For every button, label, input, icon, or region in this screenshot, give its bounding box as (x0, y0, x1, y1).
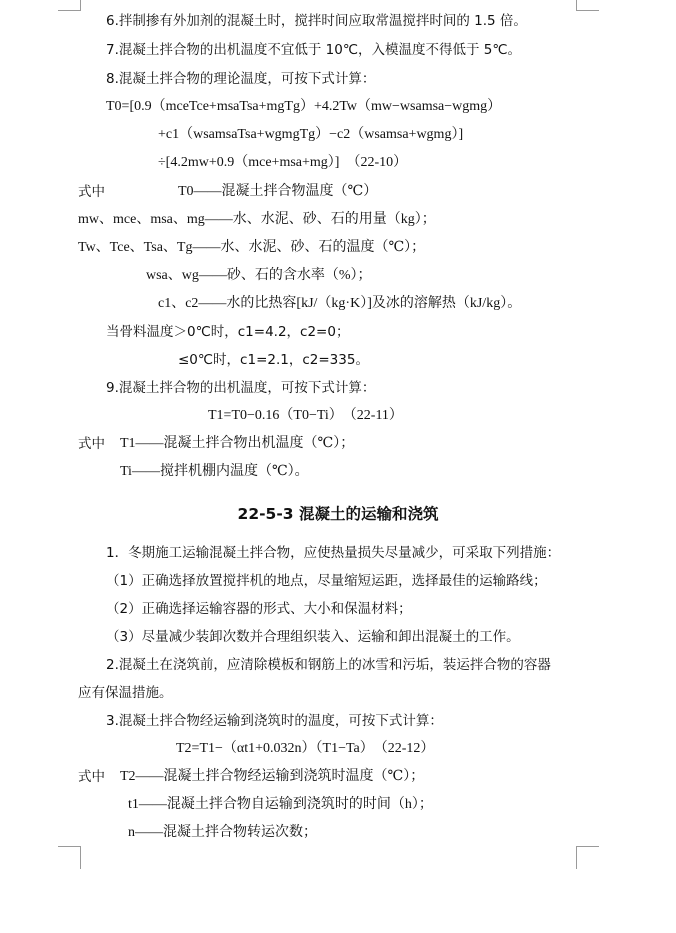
paragraph-1-item-3: （3）尽量减少装卸次数并合理组织装入、运输和卸出混凝土的工作。 (106, 629, 520, 645)
condition-above-zero: 当骨料温度＞0℃时，c1=4.2，c2=0； (106, 324, 350, 340)
condition-below-zero: ≤0℃时，c1=2.1，c2=335。 (178, 352, 369, 368)
definition-temperature: Tw、Tce、Tsa、Tg——水、水泥、砂、石的温度（℃）； (78, 240, 426, 255)
item-6: 6.拌制掺有外加剂的混凝土时，搅拌时间应取常温搅拌时间的 1.5 倍。 (106, 13, 527, 29)
formula-22-10-line1: T0=[0.9（mceTce+msaTsa+mgTg）+4.2Tw（mw−wsamsa−wgmg） (106, 99, 502, 114)
where-label-2: 式中 (78, 436, 105, 452)
definition-ti: Ti——搅拌机棚内温度（℃）。 (120, 464, 309, 479)
crop-mark-top-left (58, 0, 81, 11)
item-8: 8.混凝土拌合物的理论温度，可按下式计算： (106, 71, 376, 87)
definition-moisture: wsa、wg——砂、石的含水率（%）； (146, 268, 372, 283)
item-7: 7.混凝土拌合物的出机温度不宜低于 10℃，入模温度不得低于 5℃。 (106, 42, 522, 58)
paragraph-1: 1．冬期施工运输混凝土拌合物，应使热量损失尽量减少，可采取下列措施： (106, 545, 561, 561)
crop-mark-bottom-right (576, 846, 599, 869)
section-heading: 22-5-3 混凝土的运输和浇筑 (237, 505, 439, 523)
definition-t1: T1——混凝土拌合物出机温度（℃）； (120, 436, 355, 451)
formula-22-10-line3: ÷[4.2mw+0.9（mce+msa+mg）] （22-10） (158, 155, 408, 170)
crop-mark-bottom-left (58, 846, 81, 869)
definition-t2: T2——混凝土拌合物经运输到浇筑时温度（℃）； (120, 769, 425, 784)
paragraph-1-item-1: （1）正确选择放置搅拌机的地点，尽量缩短运距，选择最佳的运输路线； (106, 573, 547, 589)
formula-22-10-line2: +c1（wsamsaTsa+wgmgTg）−c2（wsamsa+wgmg）] (158, 127, 464, 142)
definition-t0: T0——混凝土拌合物温度（℃） (178, 184, 378, 199)
definition-t1-time: t1——混凝土拌合物自运输到浇筑时的时间（h）； (128, 797, 433, 812)
crop-mark-top-right (576, 0, 599, 11)
paragraph-3: 3.混凝土拌合物经运输到浇筑时的温度，可按下式计算： (106, 713, 443, 729)
definition-mass: mw、mce、msa、mg——水、水泥、砂、石的用量（kg）； (78, 212, 436, 227)
definition-heat-capacity: c1、c2——水的比热容[kJ/（kg·K）]及冰的溶解热（kJ/kg）。 (158, 296, 522, 311)
formula-22-11: T1=T0−0.16（T0−Ti） （22-11） (208, 408, 403, 423)
paragraph-2-continued: 应有保温措施。 (78, 685, 173, 701)
where-label-1: 式中 (78, 184, 105, 200)
paragraph-2: 2.混凝土在浇筑前，应清除模板和钢筋上的冰雪和污垢，装运拌合物的容器 (106, 657, 551, 673)
item-9: 9.混凝土拌合物的出机温度，可按下式计算： (106, 380, 376, 396)
formula-22-12: T2=T1−（αt1+0.032n）（T1−Ta） （22-12） (176, 741, 435, 756)
paragraph-1-item-2: （2）正确选择运输容器的形式、大小和保温材料； (106, 601, 412, 617)
definition-n: n——混凝土拌合物转运次数； (128, 825, 317, 840)
where-label-3: 式中 (78, 769, 105, 785)
